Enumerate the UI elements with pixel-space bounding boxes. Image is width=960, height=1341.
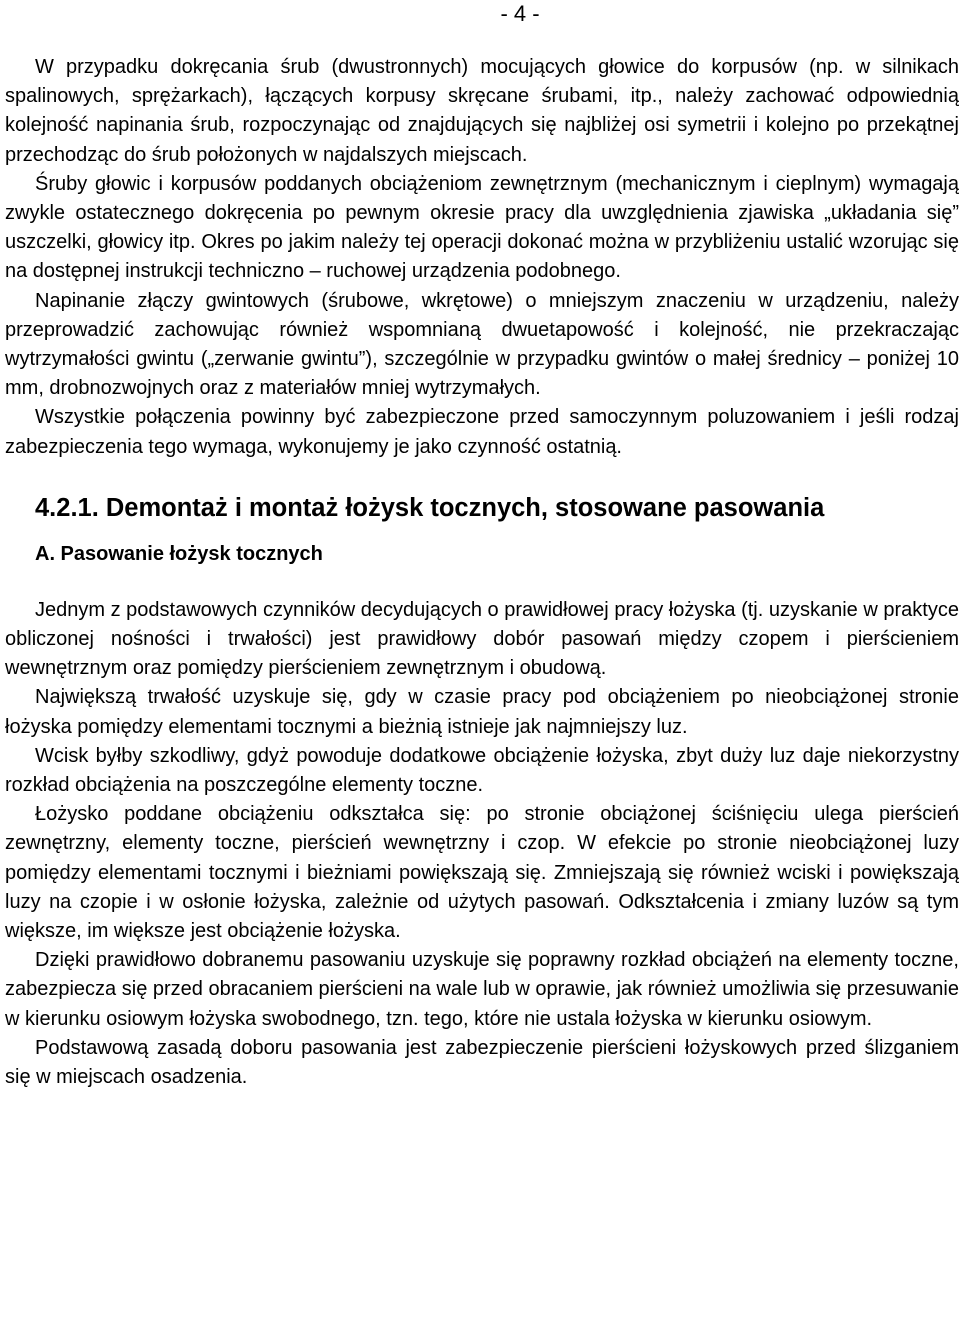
paragraph: Największą trwałość uzyskuje się, gdy w czasie pracy pod obciążeniem po nieobciążonej stronie łożyska pomiędzy elementami tocznymi a bieżnią istnieje jak najmniejszy luz. bbox=[5, 686, 959, 738]
paragraph: Śruby głowic i korpusów poddanych obciążeniom zewnętrznym (mechanicznym i cieplnym) wymagają zwykle ostatecznego dokręcenia po pewnym okresie pracy dla uwzględnienia zjawiska „układania się” uszczelki, głowicy itp. Okres po jakim należy tej operacji dokonać można w przybliżeniu ustalić wzorując się na dostępnej instrukcji techniczno – ruchowej urządzenia podobnego. bbox=[5, 172, 959, 283]
subsection-heading: A. Pasowanie łożysk tocznych bbox=[35, 542, 323, 565]
paragraph: Dzięki prawidłowo dobranemu pasowaniu uzyskuje się poprawny rozkład obciążeń na elementy toczne, zabezpiecza się przed obracaniem pierścieni na wale lub w oprawie, jak również umożliwia się przesuwanie w kierunku osiowym łożyska swobodnego, tzn. tego, które nie ustala łożyska w kierunku osiowym. bbox=[5, 949, 959, 1030]
page-number: - 4 - bbox=[500, 1, 540, 26]
paragraph: Napinanie złączy gwintowych (śrubowe, wkrętowe) o mniejszym znaczeniu w urządzeniu, należy przeprowadzić zachowując również wspomnianą dwuetapowość i kolejność, nie przekraczając wytrzymałości gwintu („zerwanie gwintu”), szczególnie w przypadku gwintów o małej średnicy – poniżej 10 mm, drobnozwojnych oraz z materiałów mniej wytrzymałych. bbox=[5, 289, 959, 400]
paragraph: Podstawową zasadą doboru pasowania jest zabezpieczenie pierścieni łożyskowych przed ślizganiem się w miejscach osadzenia. bbox=[5, 1036, 959, 1089]
spacer bbox=[5, 569, 959, 596]
document-body bbox=[5, 53, 959, 1092]
paragraph: Łożysko poddane obciążeniu odkształca się: po stronie obciążonej ściśnięciu ulega pierścień zewnętrzny, elementy toczne, pierścień wewnętrzny i czop. W efekcie po stronie nieobciążonej luzy pomiędzy elementami tocznymi i bieżniami powiększają się. Zmniejszają się również wciski i powiększają luzy na czopie i w osłonie łożyska, zależnie od użytych pasowań. Odkształcenia i zmiany luzów są tym większe, im większe jest obciążenie łożyska. bbox=[5, 803, 959, 943]
section-heading: 4.2.1. Demontaż i montaż łożysk tocznych, stosowane pasowania bbox=[35, 493, 825, 522]
paragraph: W przypadku dokręcania śrub (dwustronnych) mocujących głowice do korpusów (np. w silnikach spalinowych, sprężarkach), łączących korpusy skręcane śrubami, itp., należy zachować odpowiednią kolejność napinania śrub, rozpoczynając od znajdujących się najbliżej osi symetrii i kolejno po przekątnej przechodząc do śrub położonych w najdalszych miejscach. bbox=[5, 56, 959, 166]
paragraph: Wcisk byłby szkodliwy, gdyż powoduje dodatkowe obciążenie łożyska, zbyt duży luz daje niekorzystny rozkład obciążenia na poszczególne elementy toczne. bbox=[5, 744, 959, 797]
paragraph: Jednym z podstawowych czynników decydujących o prawidłowej pracy łożyska (tj. uzyskanie w praktyce obliczonej nośności i trwałości) jest prawidłowy dobór pasowań między czopem i pierścieniem wewnętrznym oraz pomiędzy pierścieniem zewnętrznym i obudową. bbox=[5, 598, 959, 680]
paragraph: Wszystkie połączenia powinny być zabezpieczone przed samoczynnym poluzowaniem i jeśli rodzaj zabezpieczenia tego wymaga, wykonujemy je jako czynność ostatnią. bbox=[5, 406, 959, 458]
